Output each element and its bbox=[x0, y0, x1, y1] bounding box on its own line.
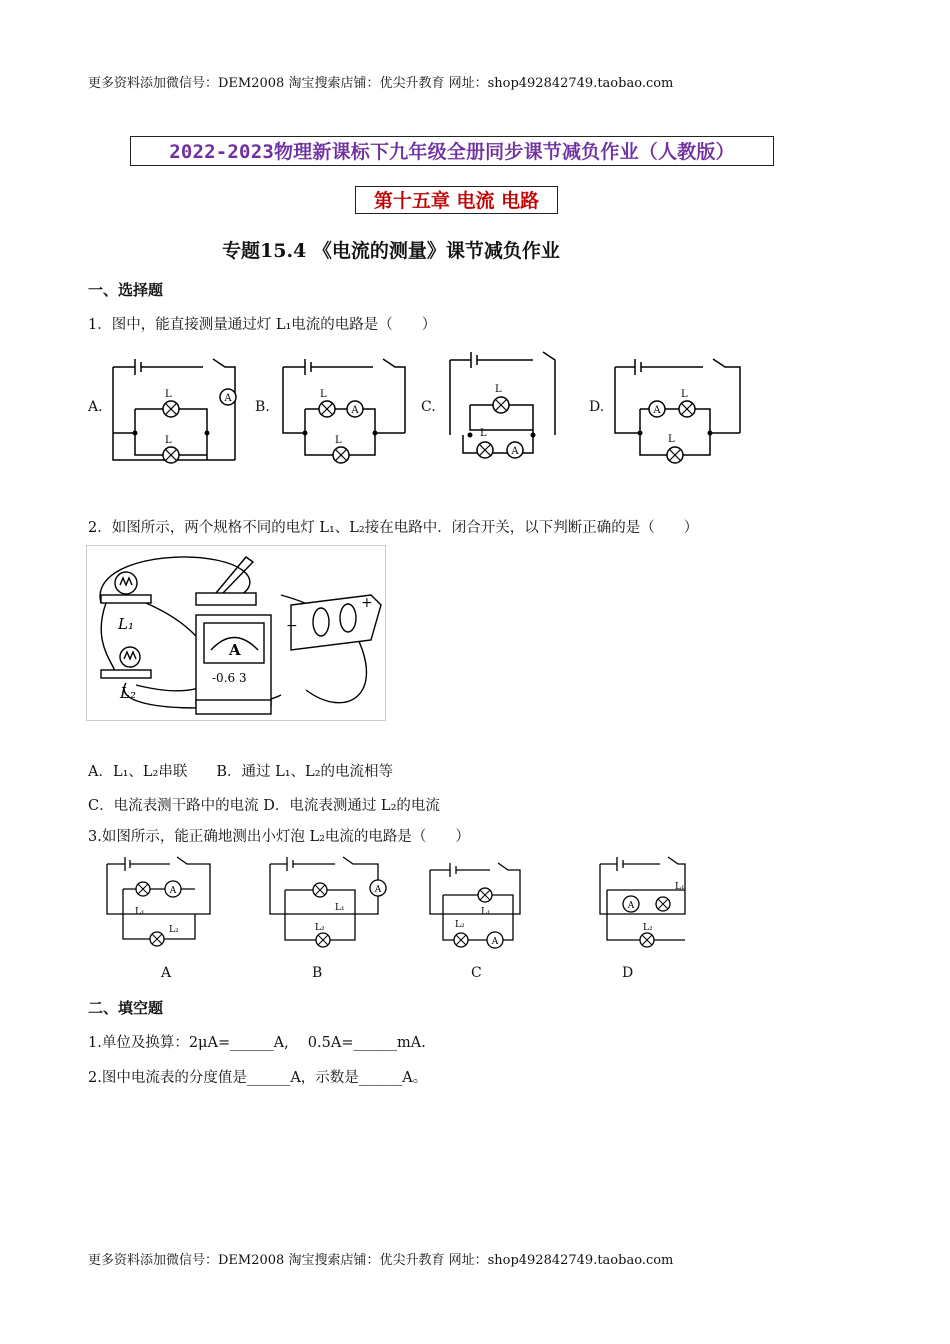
q2-meter-label: A bbox=[229, 641, 241, 659]
fill-question-1: 1.单位及换算：2μA=______A, 0.5A=______mA. bbox=[88, 1035, 426, 1051]
svg-text:L₂: L₂ bbox=[455, 920, 465, 930]
q1-option-b: B. bbox=[255, 399, 270, 415]
q2-apparatus-figure bbox=[86, 545, 386, 721]
q3-circuits-figure: A L₁L₂ L₁L₂ L₁L₂ L₁L₂ bbox=[95, 852, 705, 952]
svg-text:L₁: L₁ bbox=[481, 907, 491, 917]
svg-text:L: L bbox=[165, 389, 172, 400]
q2-meter-scale: -0.6 3 bbox=[212, 671, 247, 685]
q3-caption-c: C bbox=[471, 965, 482, 981]
section-2-heading: 二、填空题 bbox=[88, 999, 164, 1017]
question-3-stem: 3.如图所示，能正确地测出小灯泡 L₂电流的电路是（ ） bbox=[88, 829, 470, 845]
question-2-stem: 2．如图所示，两个规格不同的电灯 L₁、L₂接在电路中．闭合开关，以下判断正确的是（ ） bbox=[88, 520, 699, 536]
plus-sign: + bbox=[361, 595, 373, 611]
svg-text:L: L bbox=[165, 435, 172, 446]
q1-option-c: C. bbox=[421, 399, 436, 415]
q3-caption-d: D bbox=[622, 965, 634, 981]
q3-caption-b: B bbox=[312, 965, 323, 981]
fill-question-2: 2.图中电流表的分度值是______A，示数是______A。 bbox=[88, 1070, 428, 1086]
footer-contact: 更多资料添加微信号：DEM2008 淘宝搜索店铺：优尖升教育 网址：shop492842749.taobao.com bbox=[88, 1253, 674, 1268]
svg-text:L: L bbox=[335, 435, 342, 446]
svg-text:L₁: L₁ bbox=[335, 903, 345, 913]
q2-label-l1: L₁ bbox=[118, 615, 134, 633]
minus-sign: − bbox=[286, 618, 298, 634]
q3-caption-a: A bbox=[161, 965, 172, 981]
svg-text:L: L bbox=[681, 389, 688, 400]
svg-text:L₁: L₁ bbox=[135, 907, 145, 917]
section-heading: 一、选择题 bbox=[88, 281, 164, 299]
q1-option-a: A. bbox=[88, 399, 103, 415]
main-title: 2022-2023物理新课标下九年级全册同步课节减负作业（人教版） bbox=[130, 136, 774, 166]
svg-text:L: L bbox=[495, 384, 502, 395]
svg-text:L: L bbox=[320, 389, 327, 400]
header-contact: 更多资料添加微信号：DEM2008 淘宝搜索店铺：优尖升教育 网址：shop492842749.taobao.com bbox=[88, 76, 674, 91]
svg-text:L₂: L₂ bbox=[169, 925, 179, 935]
q2-label-l2: L₂ bbox=[120, 684, 136, 702]
svg-text:L₁: L₁ bbox=[675, 882, 685, 892]
topic-title: 专题15.4 《电流的测量》课节减负作业 bbox=[222, 240, 560, 262]
chapter-title: 第十五章 电流 电路 bbox=[355, 186, 558, 214]
q2-options-line2: C．电流表测干路中的电流 D．电流表测通过 L₂的电流 bbox=[88, 798, 440, 814]
svg-text:L: L bbox=[480, 428, 487, 439]
svg-text:L: L bbox=[668, 434, 675, 445]
svg-text:L₂: L₂ bbox=[643, 923, 653, 933]
question-1-stem: 1．图中，能直接测量通过灯 L₁电流的电路是（ ） bbox=[88, 317, 437, 333]
q1-circuits-figure: A LL LL LL LL bbox=[85, 345, 755, 465]
q1-option-d: D. bbox=[589, 399, 605, 415]
svg-text:L₂: L₂ bbox=[315, 923, 325, 933]
q2-options-line1: A．L₁、L₂串联 B．通过 L₁、L₂的电流相等 bbox=[88, 764, 394, 780]
